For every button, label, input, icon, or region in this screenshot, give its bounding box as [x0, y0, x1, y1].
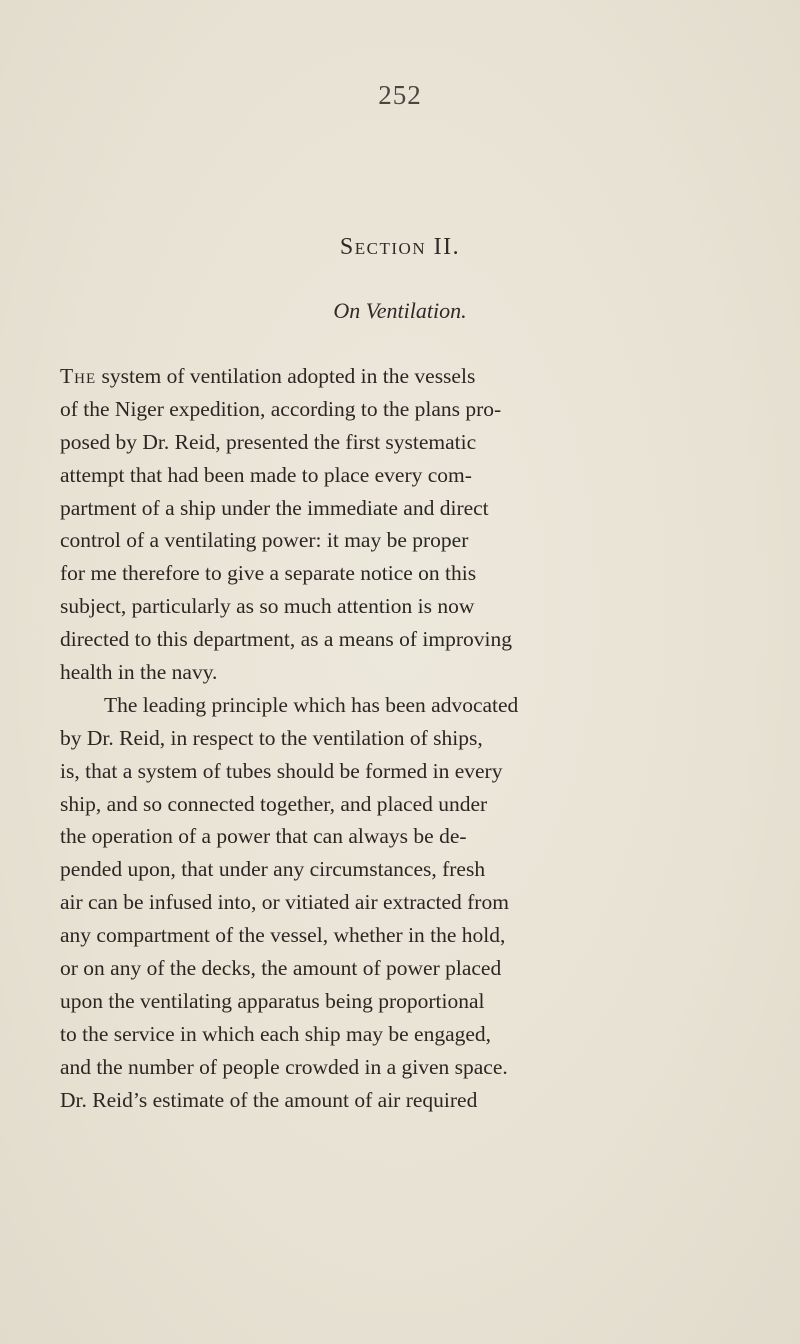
section-title: Section II.: [339, 234, 461, 260]
text-line: and the number of people crowded in a given space.: [60, 1054, 508, 1079]
text-line: Dr. Reid’s estimate of the amount of air required: [60, 1087, 478, 1112]
text-line: air can be infused into, or vitiated air extracted from: [60, 890, 509, 915]
text-line: control of a ventilating power: it may be proper: [60, 528, 469, 553]
text-line: is, that a system of tubes should be formed in every: [60, 758, 503, 783]
section-subtitle: On Ventilation.: [333, 298, 467, 323]
text-line: any compartment of the vessel, whether in the hold,: [60, 923, 506, 948]
text-line: partment of a ship under the immediate and direct: [60, 495, 489, 520]
text-line: health in the navy.: [60, 660, 218, 685]
text-line: upon the ventilating apparatus being proportional: [60, 988, 485, 1013]
text-line: The leading principle which has been advocated: [104, 692, 519, 717]
text-line: pended upon, that under any circumstances, fresh: [60, 857, 486, 882]
text-line: the operation of a power that can always be de-: [60, 824, 467, 849]
text-line: by Dr. Reid, in respect to the ventilation of ships,: [60, 725, 483, 750]
text-line: or on any of the decks, the amount of power placed: [60, 956, 502, 981]
text-line: attempt that had been made to place every com-: [60, 462, 472, 487]
text-line: posed by Dr. Reid, presented the first systematic: [60, 429, 477, 454]
text-line: for me therefore to give a separate notice on this: [60, 561, 477, 586]
text-line: The system of ventilation adopted in the vessels: [60, 364, 476, 388]
text-line: directed to this department, as a means of improving: [60, 627, 512, 652]
body-text: [60, 360, 780, 1116]
lead-word: The: [60, 364, 97, 388]
text-line: of the Niger expedition, according to the plans pro-: [60, 396, 502, 421]
text-line: ship, and so connected together, and placed under: [60, 791, 488, 816]
text-line: to the service in which each ship may be engaged,: [60, 1021, 492, 1046]
page-number: 252: [378, 80, 422, 110]
text-line: subject, particularly as so much attention is now: [60, 594, 475, 619]
